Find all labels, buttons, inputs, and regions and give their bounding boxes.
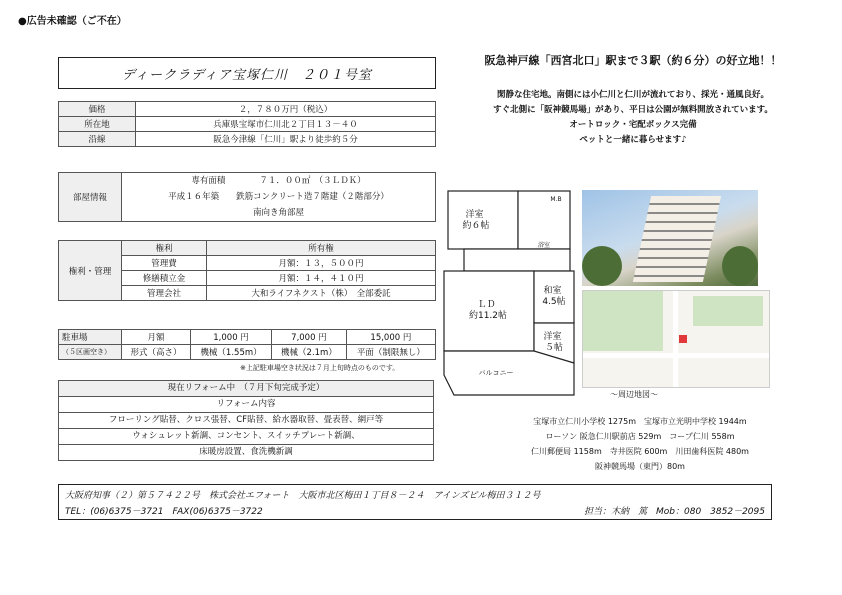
area-map <box>582 290 770 388</box>
mgmt-fee-value: 月額：１３，５００円 <box>207 256 436 271</box>
price-label: 価格 <box>59 102 136 117</box>
parking-table <box>58 329 436 360</box>
reform-line-3: 床暖房設置、食洗機新調 <box>58 445 434 461</box>
parking-note: ※上記駐車場空き状況は７月上旬時点のものです。 <box>240 364 400 372</box>
plan-mb: M.B <box>550 196 562 203</box>
description-line-4: ペットと一緒に暮らせます♪ <box>579 135 687 145</box>
room-orientation-line: 南向き角部屋 <box>252 208 304 218</box>
address-value: 兵庫県宝塚市仁川北２丁目１３－４０ <box>136 117 436 132</box>
rights-table <box>58 240 436 301</box>
building-photo <box>582 190 758 286</box>
access-line-1: 宝塚市立仁川小学校 1275m 宝塚市立光明中学校 1944m <box>533 417 747 426</box>
plan-room-4-a: 洋室 <box>543 332 562 342</box>
agent-phone: TEL：(06)6375－3721 FAX(06)6375－3722 <box>65 507 263 517</box>
address-label: 所在地 <box>59 117 136 132</box>
description-line-2: すぐ北側に「阪神競馬場」があり、平日は公園が無料開放されています。 <box>493 105 773 115</box>
map-park <box>583 291 663 351</box>
plan-room-3-a: ＬＤ <box>477 300 496 310</box>
tree-right <box>722 246 758 286</box>
parking-type-1: 機械（1.55m） <box>190 345 271 360</box>
parking-row1-head: 月額 <box>122 330 191 345</box>
room-area-line: 専有面積 ７１．００㎡ （３ＬＤＫ） <box>191 176 366 186</box>
rights-label: 権利・管理 <box>59 241 122 301</box>
agent-license: 大阪府知事（２）第５７４２２号 株式会社エフォート 大阪市北区梅田１丁目８－２４ アインズビル梅田３１２号 <box>65 491 541 501</box>
parking-fee-2: 7,000 円 <box>272 330 347 345</box>
plan-room-1-b: 約６帖 <box>462 221 490 231</box>
parking-fee-3: 15,000 円 <box>346 330 435 345</box>
repair-fund-key: 修繕積立金 <box>122 271 207 286</box>
map-green <box>693 296 763 326</box>
reform-block <box>58 380 434 461</box>
nearby-facilities <box>480 414 800 474</box>
plan-room-2 <box>542 284 565 307</box>
reform-line-2: ウォシュレット新調、コンセント、スイッチプレート新調、 <box>58 429 434 445</box>
plan-room-4 <box>544 330 565 353</box>
price-value: ２，７８０万円（税込） <box>136 102 436 117</box>
floor-plan <box>436 185 584 410</box>
mgmt-company-value: 大和ライフネクスト（株） 全部委託 <box>207 286 436 301</box>
repair-fund-value: 月額：１４，４１０円 <box>207 271 436 286</box>
map-label: ～周辺地図～ <box>610 390 658 399</box>
rights-value: 所有権 <box>207 241 436 256</box>
parking-sublabel: （５区画空き） <box>59 345 122 360</box>
basic-info-table <box>58 101 436 147</box>
mgmt-fee-key: 管理費 <box>122 256 207 271</box>
access-line-2: ローソン 阪急仁川駅前店 529m コープ仁川 558m <box>545 432 735 441</box>
plan-room-1-a: 洋室 <box>465 210 484 220</box>
plan-room-1 <box>462 208 489 231</box>
plan-room-4-b: ５帖 <box>544 343 564 353</box>
room-build-line: 平成１６年築 鉄筋コンクリート造７階建（２階部分） <box>168 192 389 202</box>
room-info-table <box>58 172 436 222</box>
parking-type-2: 機械（2.1m） <box>272 345 347 360</box>
plan-bath: 浴室 <box>537 242 551 249</box>
access-line-3: 仁川郵便局 1158m 寺井医院 600m 川田歯科医院 480m <box>531 447 749 456</box>
ad-notice: ●広告未確認（ご不在） <box>18 16 127 27</box>
mgmt-company-key: 管理会社 <box>122 286 207 301</box>
agent-contact: 担当：木納 篤 Mob：080 3852－2095 <box>584 507 765 517</box>
plan-room-3-b: 約11.2帖 <box>468 311 508 321</box>
plan-room-2-a: 和室 <box>543 286 562 296</box>
property-title: ディークラディア宝塚仁川 ２０１号室 <box>58 57 436 89</box>
parking-fee-1: 1,000 円 <box>190 330 271 345</box>
line-value: 阪急今津線「仁川」駅より徒歩約５分 <box>136 132 436 147</box>
agent-footer <box>58 484 772 520</box>
description-line-1: 閑静な住宅地。南側には小仁川と仁川が流れており、採光・通風良好。 <box>496 90 769 100</box>
parking-row2-head: 形式（高さ） <box>122 345 191 360</box>
map-road-v <box>673 291 678 387</box>
headline: 阪急神戸線「西宮北口」駅まで３駅（約６分）の好立地！！ <box>484 54 782 67</box>
plan-balcony: バルコニー <box>478 369 514 377</box>
building-shape <box>633 196 721 282</box>
map-marker <box>679 335 687 343</box>
reform-heading: 現在リフォーム中 （７月下旬完成予定） <box>58 380 434 397</box>
tree-left <box>582 246 622 286</box>
reform-line-1: フローリング貼替、クロス張替、CF貼替、給水器取替、畳表替、網戸等 <box>58 413 434 429</box>
rights-key: 権利 <box>122 241 207 256</box>
parking-label: 駐車場 <box>59 330 122 345</box>
plan-room-2-b: 4.5帖 <box>542 297 566 307</box>
description-line-3: オートロック・宅配ボックス完備 <box>569 120 697 130</box>
reform-subheading: リフォーム内容 <box>58 397 434 413</box>
line-label: 沿線 <box>59 132 136 147</box>
room-info-label: 部屋情報 <box>59 173 122 222</box>
access-line-4: 阪神競馬場（東門）80m <box>595 462 685 471</box>
description <box>448 88 818 148</box>
room-info-details <box>122 173 436 222</box>
parking-type-3: 平面（制限無し） <box>346 345 435 360</box>
